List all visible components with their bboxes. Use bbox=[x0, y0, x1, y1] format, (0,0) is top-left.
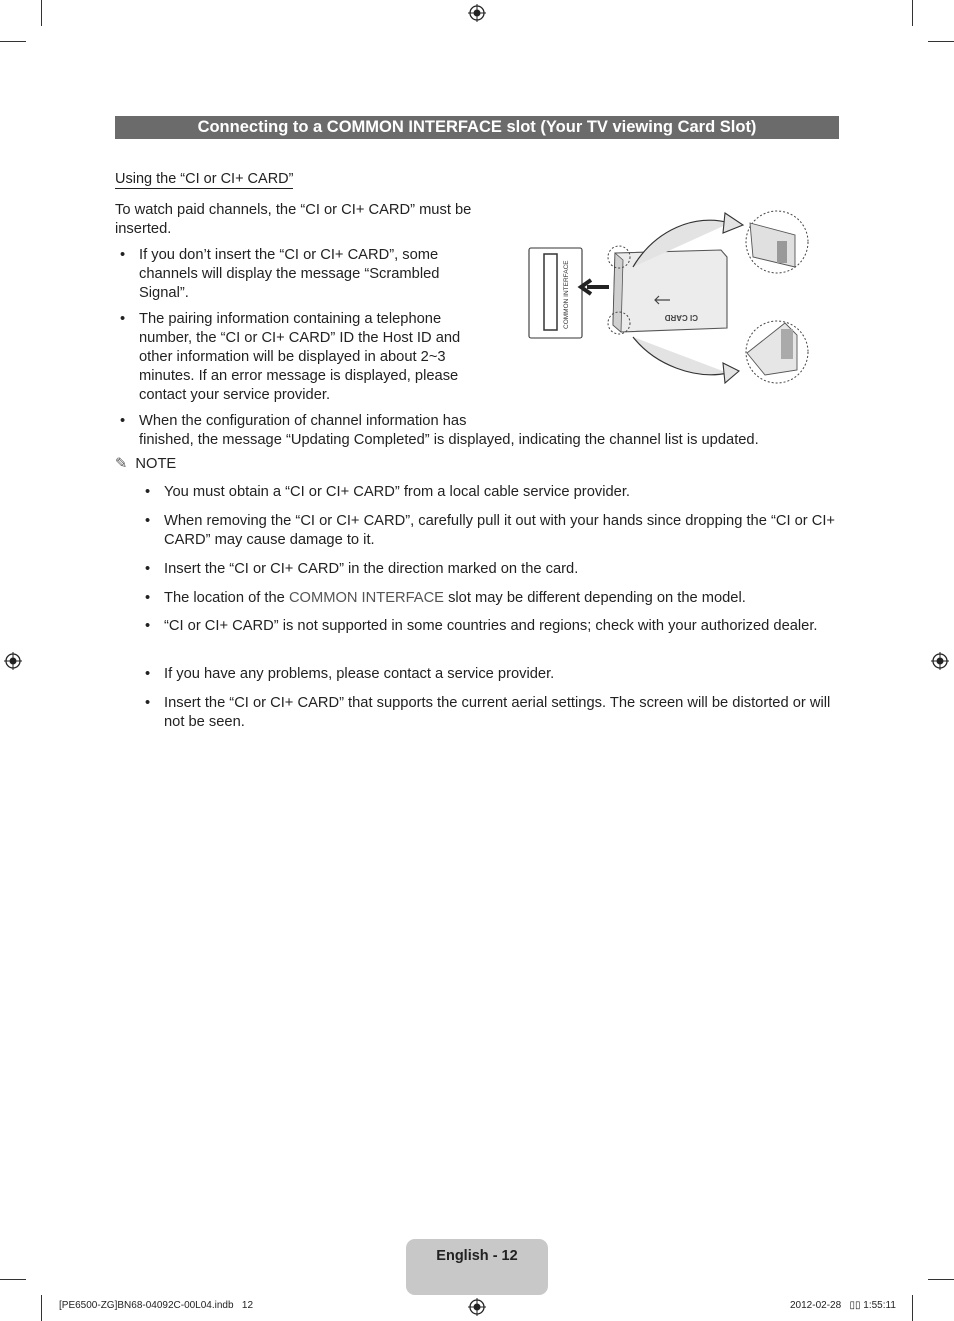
registration-mark-icon bbox=[468, 4, 486, 22]
bullet-icon: • bbox=[120, 413, 126, 429]
note-item-text: If you have any problems, please contact a service provider. bbox=[164, 666, 555, 682]
registration-mark-icon bbox=[4, 652, 22, 670]
note-item-text: When removing the “CI or CI+ CARD”, carefully pull it out with your hands since dropping the “CI or CI+ CARD” may cause damage to it. bbox=[164, 513, 836, 548]
ci-card-edge bbox=[613, 253, 623, 332]
note-item-text: Insert the “CI or CI+ CARD” that supports the current aerial settings. The screen will be distorted or will not be seen. bbox=[164, 695, 831, 730]
intro-text: To watch paid channels, the “CI or CI+ CARD” must be inserted. bbox=[115, 202, 472, 237]
bullet-icon: • bbox=[145, 513, 151, 529]
common-interface-highlight: COMMON INTERFACE bbox=[288, 590, 444, 606]
pencil-icon: ✎ bbox=[115, 456, 128, 472]
list-item bbox=[120, 310, 484, 405]
list-item bbox=[120, 412, 494, 431]
subheading: Using the “CI or CI+ CARD” bbox=[115, 171, 294, 187]
slug-left: [PE6500-ZG]BN68-04092C-00L04.indb 12 bbox=[59, 1300, 254, 1311]
slot-opening bbox=[544, 254, 557, 330]
note-item bbox=[145, 617, 839, 636]
bullet-icon: • bbox=[120, 247, 126, 263]
list-item-text: The pairing information containing a telephone number, the “CI or CI+ CARD” ID the Host ID and other information will be displayed in about 2~3 minutes. If an error message is displayed, please contact your service provider. bbox=[139, 311, 461, 403]
slug-right: 2012-02-28 ▯▯ 1:55:11 bbox=[790, 1300, 896, 1311]
note-item bbox=[145, 560, 839, 579]
note-item bbox=[145, 694, 839, 732]
note-item bbox=[145, 665, 839, 684]
list-item-text: If you don’t insert the “CI or CI+ CARD”, some channels will display the message “Scrambled Signal”. bbox=[139, 247, 440, 301]
ci-card-illustration bbox=[525, 205, 815, 390]
bullet-icon: • bbox=[145, 666, 151, 682]
list-item bbox=[120, 246, 474, 303]
registration-mark-icon bbox=[931, 652, 949, 670]
bullet-icon: • bbox=[145, 618, 151, 634]
bullet-icon: • bbox=[145, 590, 151, 606]
crop-mark bbox=[928, 41, 954, 42]
crop-mark bbox=[928, 1279, 954, 1280]
note-label: NOTE bbox=[135, 456, 177, 472]
crop-mark bbox=[0, 41, 26, 42]
crop-mark bbox=[41, 0, 42, 26]
crop-mark bbox=[912, 0, 913, 26]
page-number-tab: English - 12 bbox=[406, 1239, 548, 1295]
slot-label: COMMON INTERFACE bbox=[563, 260, 570, 329]
note-item bbox=[145, 512, 839, 550]
bullet-icon: • bbox=[145, 484, 151, 500]
curved-arrow-up-head-icon bbox=[723, 213, 743, 233]
note-item bbox=[145, 589, 839, 608]
note-item-text: Insert the “CI or CI+ CARD” in the direction marked on the card. bbox=[164, 561, 579, 577]
note-item-text-pre: The location of the bbox=[164, 590, 289, 606]
curved-arrow-down bbox=[633, 337, 728, 375]
crop-mark bbox=[0, 1279, 26, 1280]
detail-card-bottom-edge bbox=[781, 329, 793, 359]
note-heading bbox=[115, 455, 176, 474]
list-item-continuation bbox=[139, 431, 829, 450]
crop-mark bbox=[912, 1295, 913, 1321]
crop-mark bbox=[41, 1295, 42, 1321]
curved-arrow-down-head-icon bbox=[723, 363, 739, 383]
registration-mark-icon bbox=[468, 1298, 486, 1316]
detail-card-top-edge bbox=[777, 241, 787, 263]
ci-card-label: CI CARD bbox=[664, 313, 698, 322]
bullet-icon: • bbox=[145, 561, 151, 577]
list-item-text-line2: finished, the message “Updating Completed” is displayed, indicating the channel list is updated. bbox=[139, 432, 759, 448]
bullet-icon: • bbox=[120, 311, 126, 327]
bullet-icon: • bbox=[145, 695, 151, 711]
note-item-text: “CI or CI+ CARD” is not supported in some countries and regions; check with your authorized dealer. bbox=[164, 618, 818, 634]
section-title: Connecting to a COMMON INTERFACE slot (Your TV viewing Card Slot) bbox=[115, 116, 839, 139]
note-item-text-post: slot may be different depending on the model. bbox=[443, 590, 746, 606]
insert-arrow-icon bbox=[581, 280, 609, 294]
note-item bbox=[145, 483, 839, 502]
note-item-text: You must obtain a “CI or CI+ CARD” from a local cable service provider. bbox=[164, 484, 630, 500]
list-item-text-line1: When the configuration of channel information has bbox=[139, 413, 467, 429]
